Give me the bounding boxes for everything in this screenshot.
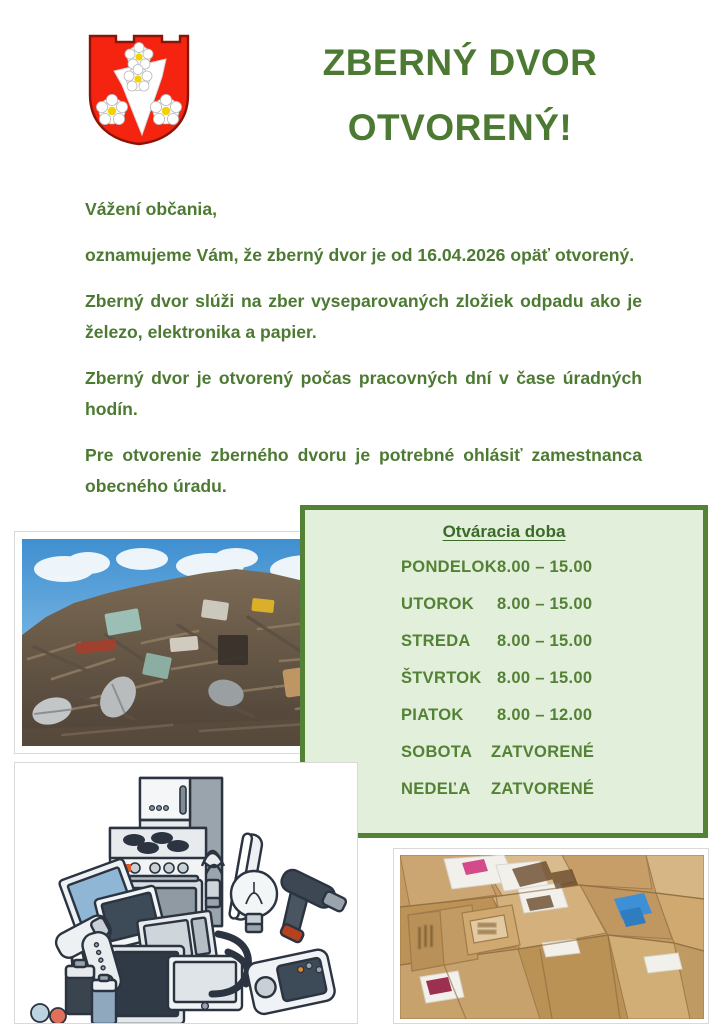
opening-hours-title: Otváracia doba xyxy=(442,522,566,541)
cardboard-paper-waste-photo xyxy=(393,848,709,1024)
day-hours: ZATVORENÉ xyxy=(491,743,595,761)
paragraph-accepted-waste: Zberný dvor slúži na zber vyseparovaných zložiek odpadu ako je železo, elektronika a papier. xyxy=(85,291,642,342)
electronic-waste-illustration-image xyxy=(22,770,352,1024)
table-row xyxy=(401,558,701,595)
page-title xyxy=(225,44,695,146)
title-line-1: ZBERNÝ DVOR xyxy=(322,42,598,83)
table-row xyxy=(401,669,701,706)
announcement-text xyxy=(85,194,642,502)
day-label: SOBOTA xyxy=(401,743,473,761)
day-label: PONDELOK xyxy=(401,558,497,576)
coat-of-arms-icon xyxy=(88,33,190,146)
day-hours: 8.00 – 15.00 xyxy=(497,595,593,613)
day-hours: 8.00 – 15.00 xyxy=(497,669,593,687)
paragraph-working-days: Zberný dvor je otvorený počas pracovných dní v čase úradných hodín. xyxy=(85,368,642,419)
paragraph-opening-date: oznamujeme Vám, že zberný dvor je od 16.04.2026 opäť otvorený. xyxy=(85,245,635,265)
table-row xyxy=(401,595,701,632)
table-row xyxy=(401,743,701,780)
table-row xyxy=(401,632,701,669)
salutation: Vážení občania, xyxy=(85,199,217,219)
cardboard-paper-waste-photo-image xyxy=(400,855,704,1019)
battery-icon xyxy=(66,960,94,1014)
paragraph-notify-staff: Pre otvorenie zberného dvoru je potrebné ohlásiť zamestnanca obecného úradu. xyxy=(85,445,642,496)
table-row xyxy=(401,780,701,817)
day-hours: 8.00 – 15.00 xyxy=(497,632,593,650)
title-line-2: OTVORENÝ! xyxy=(347,107,573,148)
day-hours: 8.00 – 15.00 xyxy=(497,558,593,576)
day-label: PIATOK xyxy=(401,706,464,724)
opening-hours-table xyxy=(401,558,701,817)
day-label: STREDA xyxy=(401,632,471,650)
table-row xyxy=(401,706,701,743)
poster-header xyxy=(0,0,724,180)
day-label: ŠTVRTOK xyxy=(401,669,482,687)
electronic-waste-illustration xyxy=(14,762,358,1024)
battery-secondary-icon xyxy=(92,975,116,1024)
laptop-icon xyxy=(168,956,242,1010)
day-hours: 8.00 – 12.00 xyxy=(497,706,593,724)
opening-hours-panel xyxy=(300,505,708,838)
day-label: NEDEĽA xyxy=(401,780,471,798)
day-hours: ZATVORENÉ xyxy=(491,780,595,798)
day-label: UTOROK xyxy=(401,595,474,613)
